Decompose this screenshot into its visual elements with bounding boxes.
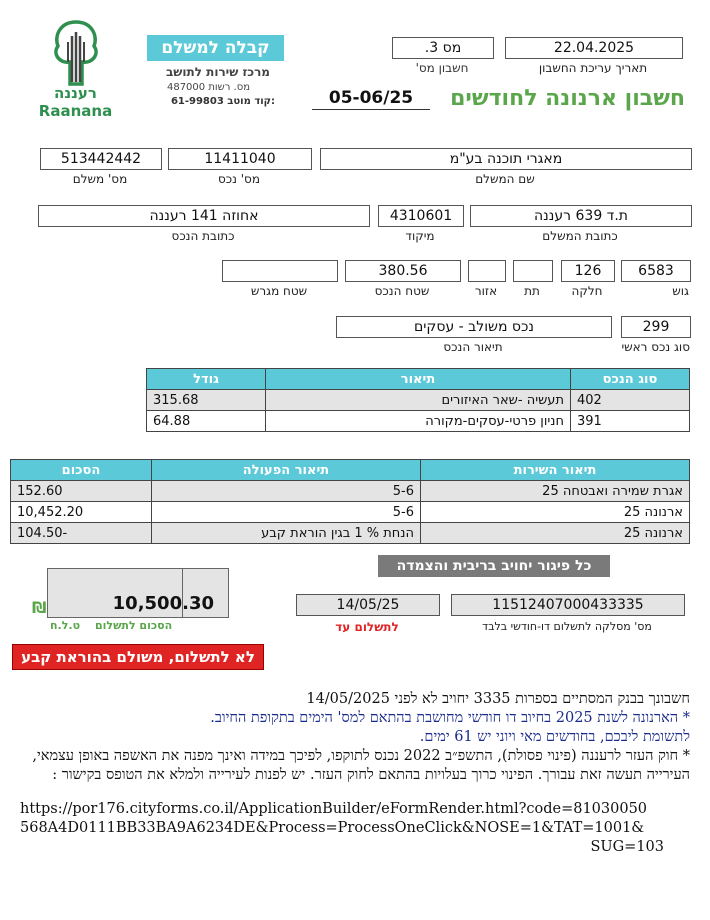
logo-text-he: רעננה	[54, 84, 97, 102]
charge-action-cell: הנחת % 1 בגין הוראת קבע	[152, 523, 421, 544]
beneficiary-code-value: 61-99803	[170, 96, 224, 107]
tlh-label: ט.ל.ח	[50, 619, 81, 632]
asset-table-header-type: סוג הנכס	[571, 369, 690, 390]
charge-service-cell: ארנונה 25	[421, 523, 690, 544]
charge-service-cell: אגרת שמירה ואבטחה 25	[421, 481, 690, 502]
clearing-no-label: מס' מסלקה לתשלום דו-חודשי בלבד	[482, 620, 652, 633]
sub-field	[513, 260, 553, 282]
payer-address-label: כתובת המשלם	[542, 229, 618, 243]
asset-type-cell: 402	[571, 390, 690, 411]
total-box	[47, 568, 229, 618]
tree-logo-icon	[46, 18, 106, 86]
charges-header-action: תיאור הפעולה	[152, 460, 421, 481]
asset-type-cell: 391	[571, 411, 690, 432]
table-row	[11, 481, 690, 502]
form-link[interactable]	[20, 800, 680, 857]
asset-table-header-size: גודל	[147, 369, 266, 390]
charges-table-header	[11, 460, 690, 481]
logo-text-en: Raanana	[38, 102, 113, 120]
parcel-label: חלקה	[571, 284, 603, 298]
payer-name-field: מאגרי תוכנה בע"מ	[320, 148, 692, 170]
account-no-label: חשבון מס'	[415, 61, 469, 75]
charge-service-cell: ארנונה 25	[421, 502, 690, 523]
bill-title: חשבון ארנונה לחודשים	[450, 86, 685, 111]
block-label: גוש	[672, 284, 689, 298]
zone-label: אזור	[474, 284, 498, 298]
charge-amount-cell: 10,452.20	[11, 502, 152, 523]
payer-address-field: ת.ד 639 רעננה	[470, 205, 692, 227]
service-center: מרכז שירות לתושב	[165, 65, 270, 79]
charges-header-amount: הסכום	[11, 460, 152, 481]
table-row	[11, 523, 690, 544]
payer-id-field: 513442442	[40, 148, 162, 170]
charges-table	[10, 459, 690, 544]
charge-action-cell: 5-6	[152, 481, 421, 502]
main-type-field: 299	[621, 316, 691, 338]
asset-description-label: תיאור הנכס	[443, 340, 503, 354]
asset-area-label: שטח הנכס	[374, 284, 430, 298]
notes-block	[18, 690, 690, 785]
due-date-field: 14/05/25	[296, 594, 440, 616]
table-row	[147, 411, 690, 432]
parcel-field: 126	[561, 260, 615, 282]
charge-amount-cell: 152.60	[11, 481, 152, 502]
main-type-label: סוג נכס ראשי	[621, 340, 690, 354]
asset-table-header-desc: תיאור	[266, 369, 571, 390]
zip-field: 4310601	[378, 205, 464, 227]
charge-amount-cell: -104.50	[11, 523, 152, 544]
billing-period: 05-06/25	[312, 88, 430, 110]
asset-table	[146, 368, 690, 432]
city-logo	[38, 18, 113, 118]
asset-size-cell: 64.88	[147, 411, 266, 432]
authority-no: מס. רשות 487000	[166, 82, 250, 93]
asset-no-field: 11411040	[168, 148, 312, 170]
asset-desc-cell: תעשיה -שאר האיזורים	[266, 390, 571, 411]
form-link-line-1[interactable]: https://por176.cityforms.co.il/ApplicationBuilder/eFormRender.html?code=81030050	[20, 801, 648, 817]
lot-area-label: שטח מגרש	[250, 284, 308, 298]
zone-field	[468, 260, 506, 282]
charge-action-cell: 5-6	[152, 502, 421, 523]
asset-table-header	[147, 369, 690, 390]
asset-address-label: כתובת הנכס	[171, 229, 235, 243]
total-amount: 10,500.30	[112, 593, 214, 614]
asset-no-label: מס' נכס	[218, 172, 260, 186]
issue-date-field: 22.04.2025	[505, 37, 683, 59]
asset-area-field: 380.56	[345, 260, 461, 282]
tax-calc-note: * הארנונה לשנת 2025 בחיוב דו חודשי מחושבת בהתאם למס' הימים בתקופת החיוב.	[210, 710, 690, 726]
standing-order-banner: לא לתשלום, משולם בהוראת קבע	[12, 644, 264, 670]
account-no-field: מס 3.	[392, 37, 494, 59]
lot-area-field	[222, 260, 338, 282]
clearing-no-field: 11512407000433335	[451, 594, 685, 616]
charges-header-service: תיאור השירות	[421, 460, 690, 481]
bank-charge-note: חשבונך בבנק המסתיים בספרות 3335 יחויב לא לפני 14/05/2025	[306, 691, 690, 707]
zip-label: מיקוד	[405, 229, 435, 243]
beneficiary-code	[150, 96, 275, 107]
asset-desc-cell: חניון פרטי-עסקים-מקורה	[266, 411, 571, 432]
asset-description-field: נכס משולב - עסקים	[336, 316, 612, 338]
late-interest-banner: כל פיגור יחויב בריבית והצמדה	[378, 555, 610, 577]
payment-title: קבלה למשלם	[147, 35, 284, 61]
table-row	[147, 390, 690, 411]
form-link-line-3[interactable]: SUG=103	[590, 839, 664, 855]
due-date-label: לתשלום עד	[335, 620, 399, 634]
asset-size-cell: 315.68	[147, 390, 266, 411]
currency-symbol: ₪	[32, 598, 47, 617]
block-field: 6583	[621, 260, 691, 282]
beneficiary-code-label: קוד מוטב:	[227, 96, 275, 107]
table-row	[11, 502, 690, 523]
form-link-line-2[interactable]: 568A4D0111BB33BA9A6234DE&Process=ProcessOneClick&NOSE=1&TAT=1001&	[20, 820, 645, 836]
asset-address-field: אחוזה 141 רעננה	[38, 205, 370, 227]
waste-law-note: * חוק העזר לרעננה (פינוי פסולת), התשפ״ב 2022 נכנס לתוקפו, לפיכך במידה ואינך מפנה את האשפה באופן עצמאי, העירייה תעשה זאת עבורך. הפינוי כרוך בעלויות בהתאם לחוק העזר. יש לפנות לעירייה ולמלא את הטופס בקישור :	[32, 748, 690, 783]
sub-label: תת	[524, 284, 540, 298]
payer-name-label: שם המשלם	[475, 172, 535, 186]
issue-date-label: תאריך עריכת החשבון	[538, 61, 648, 75]
payer-id-label: מס' משלם	[72, 172, 128, 186]
total-label: הסכום לתשלום	[95, 619, 173, 632]
days-note: לתשומת ליבכם, בחודשים מאי ויוני יש 61 ימים.	[419, 729, 690, 745]
